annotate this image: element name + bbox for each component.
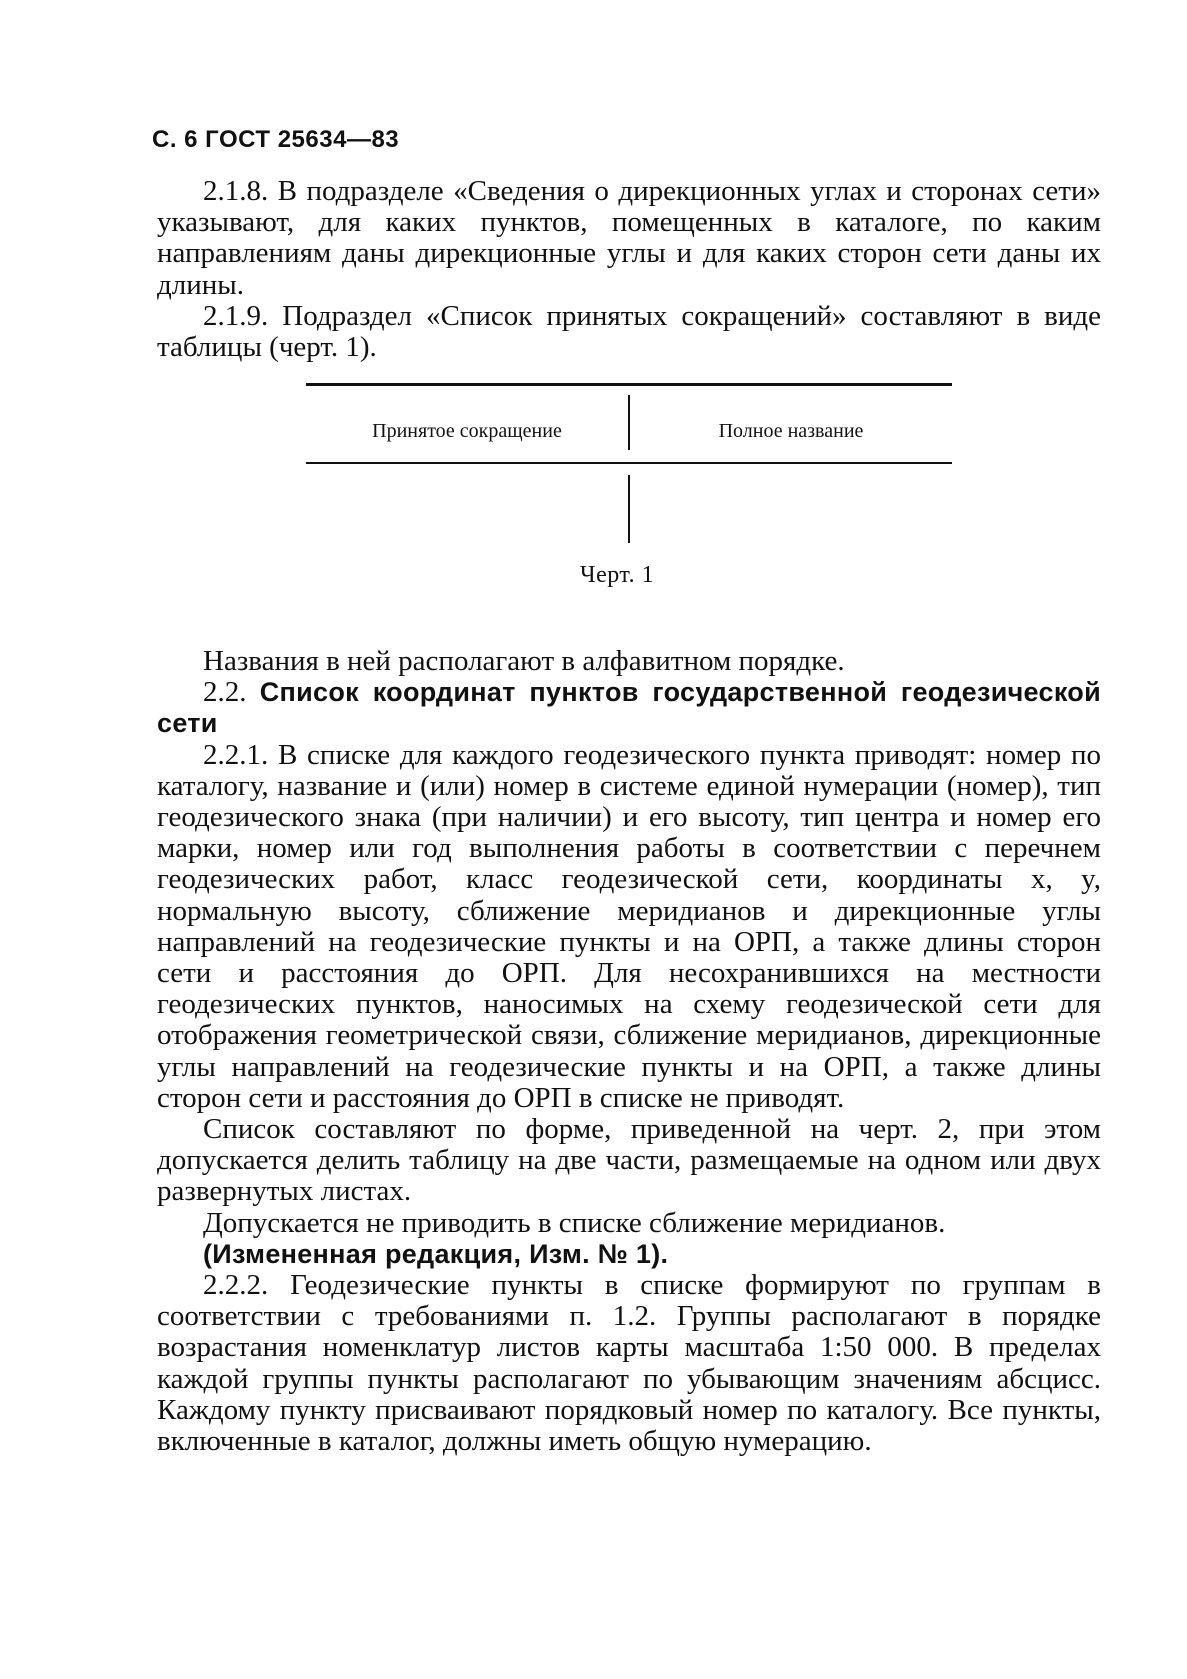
page-header: С. 6 ГОСТ 25634—83 bbox=[152, 126, 400, 153]
section-2-2-text bbox=[157, 646, 1101, 1457]
section-2-2-heading bbox=[157, 677, 1101, 739]
section-2-1-text bbox=[157, 176, 1101, 363]
amendment-note: (Измененная редакция, Изм. № 1). bbox=[203, 1238, 669, 1269]
table-body-divider bbox=[628, 475, 630, 543]
paragraph-form: Список составляют по форме, приведенной на черт. 2, при этом допускается делить таблицу на две части, размещаемые на одном или двух развернутых листах. bbox=[157, 1113, 1101, 1208]
paragraph-allowed: Допускается не приводить в списке сближение меридианов. bbox=[203, 1206, 946, 1239]
paragraph-2-2-1: 2.2.1. В списке для каждого геодезического пункта приводят: номер по каталогу, название и (или) номер в системе единой нумерации (номер), тип геодезического знака (при наличии) и его высоту, тип центра и номер его марки, номер или год выполнения работы в соответствии с перечнем геодезических работ, класс геодезической сети, координаты x, y, нормальную высоту, сближение меридианов и дирекционные углы направлений на геодезические пункты и на ОРП, а также длины сторон сети и расстояния до ОРП. Для несохранившихся на местности геодезических пунктов, наносимых на схему геодезической сети для отображения геометрической связи, сближение меридианов, дирекционные углы направлений на геодезические пункты и на ОРП, а также длины сторон сети и расстояния до ОРП в списке не приводят. bbox=[157, 738, 1101, 1114]
figure-caption: Черт. 1 bbox=[580, 562, 655, 588]
column-header-full-name: Полное название bbox=[718, 420, 864, 442]
paragraph-2-1-8: 2.1.8. В подразделе «Сведения о дирекционных углах и сторонах сети» указывают, для каких пунктов, помещенных в каталоге, по каким направлениям даны дирекционные углы и для каких сторон сети даны их длины. bbox=[157, 175, 1101, 301]
section-number: 2.2. bbox=[203, 676, 247, 709]
paragraph-2-2-2: 2.2.2. Геодезические пункты в списке формируют по группам в соответствии с требованиями п. 1.2. Группы располагают в порядке возрастания номенклатур листов карты масштаба 1:50 000. В пределах каждой группы пункты располагают по убывающим значениям абсцисс. Каждому пункту присваивают порядковый номер по каталогу. Все пункты, включенные в каталог, должны иметь общую нумерацию. bbox=[157, 1269, 1101, 1458]
paragraph-alphabetical: Названия в ней располагают в алфавитном порядке. bbox=[203, 645, 845, 677]
table-header-rule bbox=[306, 462, 952, 464]
table-top-rule bbox=[306, 383, 952, 386]
column-header-abbreviation: Принятое сокращение bbox=[372, 420, 562, 442]
figure-1-table bbox=[306, 383, 952, 543]
paragraph-2-1-9: 2.1.9. Подраздел «Список принятых сокращений» составляют в виде таблицы (черт. 1). bbox=[157, 299, 1101, 364]
section-title: Список координат пунктов государственной геодезической сети bbox=[157, 677, 1101, 739]
